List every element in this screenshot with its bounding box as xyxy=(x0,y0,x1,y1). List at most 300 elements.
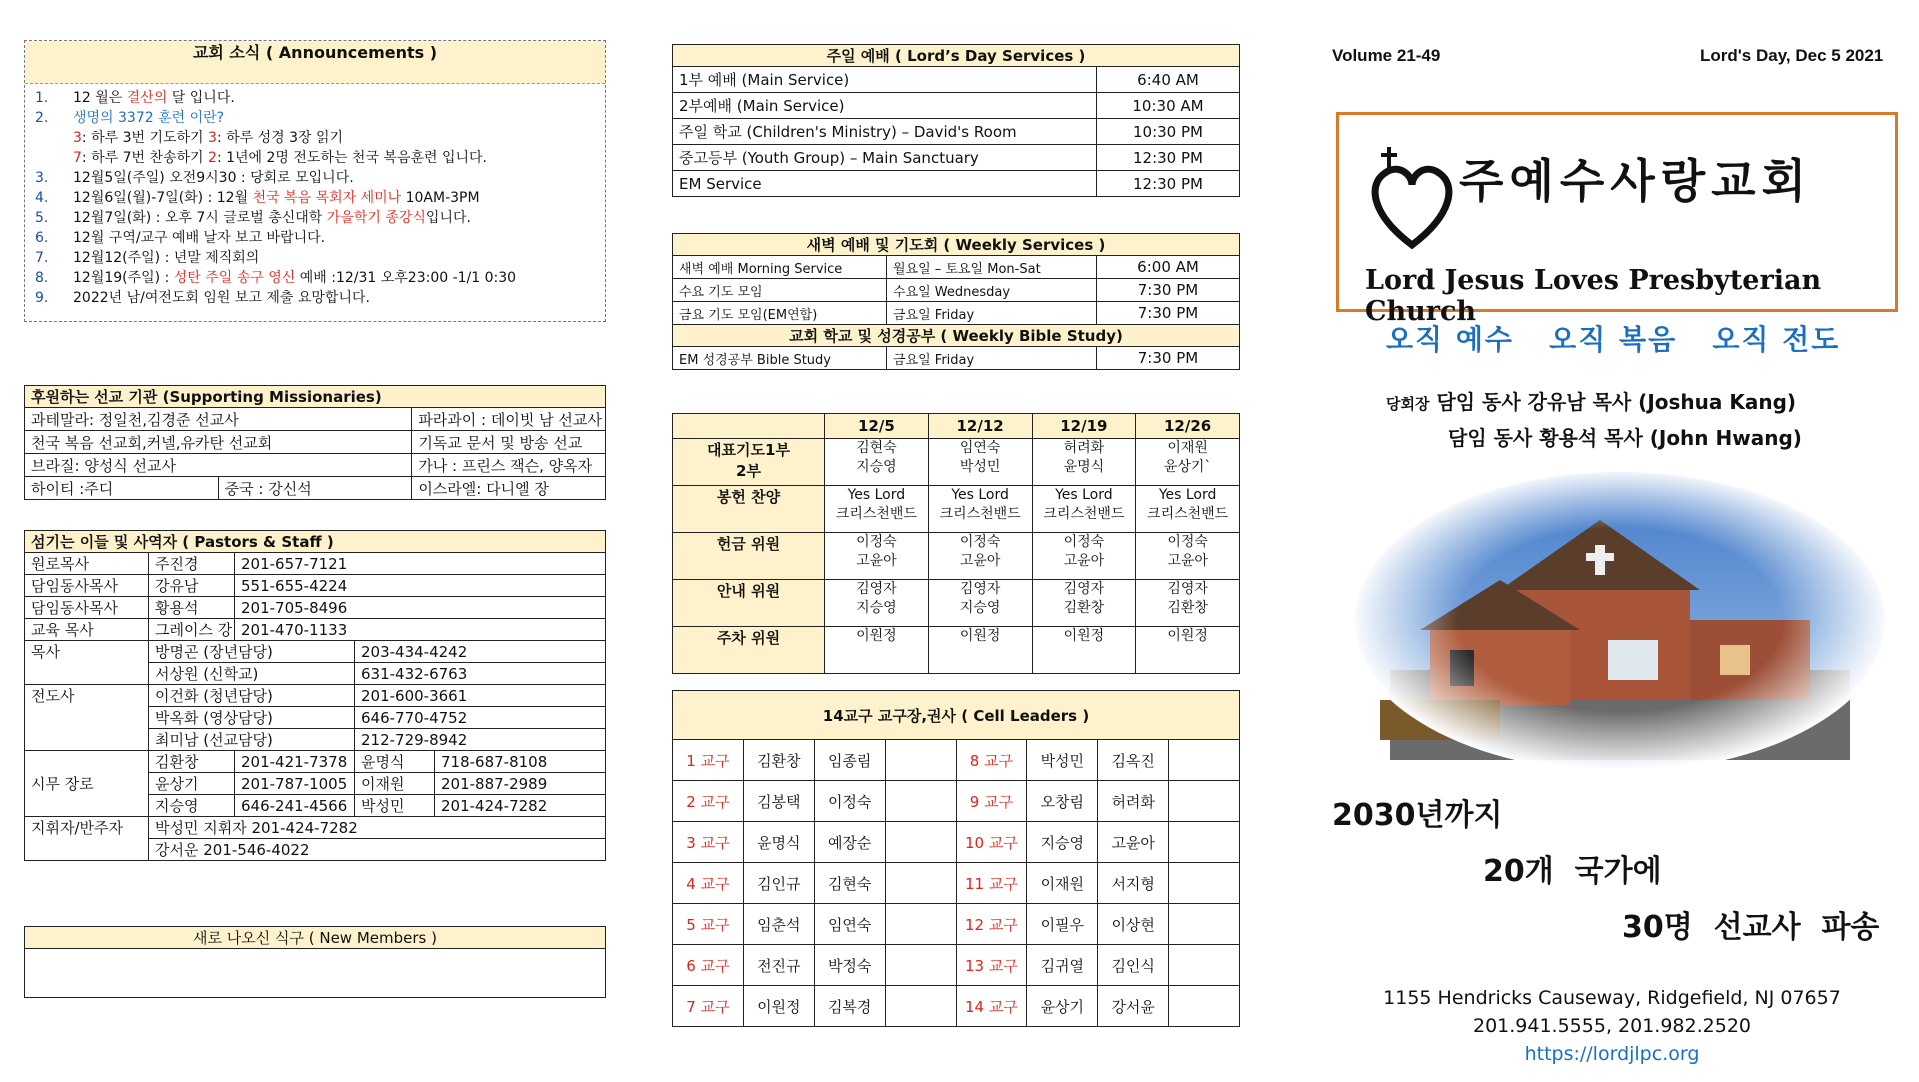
duty-person: 이재원 xyxy=(1167,440,1208,456)
bible-study-title-row xyxy=(673,325,1240,347)
duty-person: 지승영 xyxy=(856,459,897,475)
weekly-row xyxy=(673,256,1240,279)
announcement-text-part: 3 xyxy=(208,130,217,146)
duty-label: 대표기도1부 2부 xyxy=(673,439,825,486)
duty-cell xyxy=(1136,533,1240,580)
staff-name: 방명곤 (장년담당) xyxy=(149,641,355,663)
elder-name: 윤상기 xyxy=(149,773,235,795)
cell-leader: 오창림 xyxy=(1027,781,1098,822)
staff-role: 원로목사 xyxy=(25,553,149,575)
duty-cell xyxy=(928,533,1032,580)
announcement-text-part: : 하루 성경 3장 읽기 xyxy=(216,130,344,146)
weekly-cell: 새벽 예배 Morning Service xyxy=(673,256,887,279)
weekly-cell: 수요 기도 모임 xyxy=(673,279,887,302)
duty-person: 박성민 xyxy=(959,459,1001,475)
announcement-number: 8. xyxy=(35,270,49,286)
cell-leader xyxy=(1169,945,1240,986)
cell-leader xyxy=(885,986,956,1027)
vision-line-1: 2030년까지 xyxy=(1332,798,1503,833)
announcement-text-part: 2022년 남/여전도회 임원 보고 제출 요망합니다. xyxy=(73,290,370,306)
contact-block xyxy=(1332,984,1892,1068)
missionary-cell: 과테말라: 정일천,김경준 선교사 xyxy=(25,408,412,431)
missionary-cell: 가나 : 프린스 잭슨, 양옥자 xyxy=(412,454,606,477)
church-website-link[interactable]: https://lordjlpc.org xyxy=(1524,1043,1700,1065)
weekly-row xyxy=(673,302,1240,325)
elder-name: 김환창 xyxy=(149,751,235,773)
elder-name: 지승영 xyxy=(149,795,235,817)
pastor-prefix: 당회장 xyxy=(1386,395,1430,413)
cell-leader: 임춘석 xyxy=(743,904,814,945)
church-phones: 201.941.5555, 201.982.2520 xyxy=(1472,1015,1751,1037)
duty-cell xyxy=(1032,439,1136,486)
service-row xyxy=(673,171,1240,197)
cell-leader: 김봉택 xyxy=(743,781,814,822)
staff-row xyxy=(25,685,606,707)
announcement-text-part: 12월19(주일) : xyxy=(73,270,174,286)
announcements-list xyxy=(25,88,605,308)
duty-person: 김영자 xyxy=(1063,581,1105,597)
announcement-text-part: 12월7일(화) : 오후 7시 글로벌 총신대학 xyxy=(73,210,327,226)
announcement-text-part: 달 입니다. xyxy=(167,90,235,106)
church-logo-frame xyxy=(1336,112,1898,327)
duty-person: 임연숙 xyxy=(959,440,1001,456)
service-name: 2부예배 (Main Service) xyxy=(673,93,1097,119)
duty-label: 안내 위원 xyxy=(673,580,825,627)
staff-name: 이건화 (청년담당) xyxy=(149,685,355,707)
duty-person: 고윤아 xyxy=(856,553,897,569)
cell-leader: 이재원 xyxy=(1027,863,1098,904)
announcement-number: 4. xyxy=(35,190,49,206)
cell-leader: 임연숙 xyxy=(814,904,885,945)
cell-number: 5 교구 xyxy=(673,904,744,945)
cell-number: 9 교구 xyxy=(956,781,1027,822)
cell-leader xyxy=(885,945,956,986)
service-name: 주일 학교 (Children's Ministry) – David's Room xyxy=(673,119,1097,145)
duty-row xyxy=(673,627,1240,674)
announcement-item xyxy=(25,208,605,228)
announcement-number: 1. xyxy=(35,90,49,106)
elder-phone: 201-421-7378 xyxy=(235,751,355,773)
announcement-text-part: 2 xyxy=(208,150,217,166)
duty-person: Yes Lord xyxy=(951,487,1009,503)
service-time: 10:30 PM xyxy=(1097,119,1240,145)
duty-person: 이정숙 xyxy=(959,534,1001,550)
announcement-text-part: 성탄 주일 송구 영신 xyxy=(173,270,296,286)
staff-phone: 201-657-7121 xyxy=(235,553,606,575)
duty-cell xyxy=(1032,627,1136,674)
duty-person: 김현숙 xyxy=(856,440,897,456)
staff-role: 담임동사목사 xyxy=(25,597,149,619)
cell-number: 13 교구 xyxy=(956,945,1027,986)
weekly-table xyxy=(672,233,1240,370)
announcement-number: 9. xyxy=(35,290,49,306)
duty-cell xyxy=(1032,580,1136,627)
staff-row xyxy=(25,751,606,773)
elder-name: 윤명식 xyxy=(355,751,435,773)
duty-person: 이원정 xyxy=(1167,628,1208,644)
cell-leader: 김옥진 xyxy=(1098,740,1169,781)
staff-role: 시무 장로 xyxy=(25,751,149,817)
missionary-row xyxy=(25,431,606,454)
cell-leader xyxy=(1169,986,1240,1027)
cell-leader-row xyxy=(673,986,1240,1027)
cell-leader xyxy=(885,740,956,781)
missionary-cell: 기독교 문서 및 방송 선교 xyxy=(412,431,606,454)
cell-number: 2 교구 xyxy=(673,781,744,822)
weekly-cell: EM 성경공부 Bible Study xyxy=(673,347,887,370)
missionary-cell: 이스라엘: 다니엘 장 xyxy=(412,477,606,500)
cell-leader xyxy=(885,781,956,822)
cell-leader xyxy=(1169,904,1240,945)
duty-date: 12/5 xyxy=(825,414,929,439)
duty-person: 고윤아 xyxy=(1063,553,1105,569)
announcement-text-part: 천국 복음 목회자 세미나 xyxy=(252,190,402,206)
cell-leader: 이필우 xyxy=(1027,904,1098,945)
announcement-text-part: : 1년에 2명 전도하는 천국 복음훈련 입니다. xyxy=(216,150,488,166)
service-row xyxy=(673,67,1240,93)
weekly-row xyxy=(673,279,1240,302)
staff-row xyxy=(25,619,606,641)
duty-cell xyxy=(825,533,929,580)
elder-phone: 201-424-7282 xyxy=(435,795,606,817)
staff-title: 섬기는 이들 및 사역자 ( Pastors & Staff ) xyxy=(25,531,606,553)
elder-phone: 646-241-4566 xyxy=(235,795,355,817)
weekly-cell: 월요일 – 토요일 Mon-Sat xyxy=(887,256,1097,279)
announcement-text-part: 12월 구역/교구 예배 날자 보고 바랍니다. xyxy=(73,230,326,246)
duty-person: Yes Lord xyxy=(847,487,906,503)
duty-label: 헌금 위원 xyxy=(673,533,825,580)
announcement-text-part: 결산의 xyxy=(126,90,168,106)
announcement-item xyxy=(25,128,605,148)
service-time: 12:30 PM xyxy=(1097,171,1240,197)
announcement-text xyxy=(73,268,516,288)
announcement-text-part: 12월6일(월)-7일(화) : 12월 xyxy=(73,190,253,206)
cell-leader: 김귀열 xyxy=(1027,945,1098,986)
missionary-cell: 천국 복음 선교회,커넬,유카탄 선교회 xyxy=(25,431,412,454)
announcement-text-part: 7 xyxy=(73,150,82,166)
staff-name: 강유남 xyxy=(149,575,235,597)
announcement-text xyxy=(73,128,343,148)
cell-number: 14 교구 xyxy=(956,986,1027,1027)
weekly-title: 새벽 예배 및 기도회 ( Weekly Services ) xyxy=(673,234,1240,256)
duty-person: 이정숙 xyxy=(1063,534,1105,550)
duty-person: 고윤아 xyxy=(959,553,1001,569)
staff-phone: 631-432-6763 xyxy=(355,663,606,685)
duty-date: 12/26 xyxy=(1136,414,1240,439)
date-label: Lord's Day, Dec 5 2021 xyxy=(1700,46,1884,65)
announcement-text xyxy=(73,288,370,308)
cell-leader-row xyxy=(673,863,1240,904)
cell-leader: 이정숙 xyxy=(814,781,885,822)
heart-cross-icon xyxy=(1367,145,1457,255)
announcement-number: 6. xyxy=(35,230,49,246)
announcement-text-part: 입니다. xyxy=(425,210,471,226)
announcement-number: 5. xyxy=(35,210,49,226)
announcement-text-part: 12월12(주일) : 년말 제직회의 xyxy=(73,250,260,266)
pastor-line-1 xyxy=(1386,386,1796,415)
announcement-item xyxy=(25,88,605,108)
duty-person: 이정숙 xyxy=(1167,534,1208,550)
duty-person: 크리스천밴드 xyxy=(939,506,1021,522)
cell-leader: 서지형 xyxy=(1098,863,1169,904)
staff-box xyxy=(24,530,606,861)
pastor-2: 담임 동사 황용석 목사 (John Hwang) xyxy=(1448,426,1802,450)
staff-role: 교육 목사 xyxy=(25,619,149,641)
staff-name: 그레이스 강 xyxy=(149,619,235,641)
announcement-item xyxy=(25,248,605,268)
duty-cell xyxy=(928,627,1032,674)
cell-leader xyxy=(885,822,956,863)
missionary-row xyxy=(25,408,606,431)
cell-leader xyxy=(885,863,956,904)
duty-cell xyxy=(928,486,1032,533)
staff-table xyxy=(24,530,606,861)
duty-cell xyxy=(1136,439,1240,486)
duty-person: 이원정 xyxy=(856,628,897,644)
duty-person: 크리스천밴드 xyxy=(1147,506,1229,522)
cell-leader: 김환창 xyxy=(743,740,814,781)
service-time: 10:30 AM xyxy=(1097,93,1240,119)
announcement-text-part: : 하루 7번 찬송하기 xyxy=(81,150,209,166)
duty-cell xyxy=(1136,627,1240,674)
duty-cell xyxy=(1136,580,1240,627)
vision-line-2: 20개 국가에 xyxy=(1483,854,1662,889)
cell-leader: 지승영 xyxy=(1027,822,1098,863)
lords-day-table xyxy=(672,44,1240,197)
cell-leader-row xyxy=(673,781,1240,822)
cell-leader: 윤상기 xyxy=(1027,986,1098,1027)
announcement-text xyxy=(73,248,259,268)
service-row xyxy=(673,93,1240,119)
staff-role: 목사 xyxy=(25,641,149,685)
cell-leader: 예장순 xyxy=(814,822,885,863)
cell-number: 1 교구 xyxy=(673,740,744,781)
duty-cell xyxy=(928,580,1032,627)
cell-leader xyxy=(885,904,956,945)
announcements-box xyxy=(24,40,606,322)
missionaries-box xyxy=(24,385,606,500)
duty-row xyxy=(673,580,1240,627)
duty-person: 이원정 xyxy=(959,628,1001,644)
cell-leader: 김복경 xyxy=(814,986,885,1027)
weekly-time: 7:30 PM xyxy=(1097,347,1240,370)
elder-name: 박성민 xyxy=(355,795,435,817)
duty-cell xyxy=(825,627,929,674)
duty-label: 봉헌 찬양 xyxy=(673,486,825,533)
cell-leader: 임종림 xyxy=(814,740,885,781)
logo-korean: 주예수사랑교회 xyxy=(1459,154,1813,208)
announcement-text-part: 가을학기 종강식 xyxy=(326,210,426,226)
announcement-item xyxy=(25,148,605,168)
announcement-text-part: 3 xyxy=(73,130,82,146)
cell-leader: 이상현 xyxy=(1098,904,1169,945)
duty-date: 12/12 xyxy=(928,414,1032,439)
cell-number: 7 교구 xyxy=(673,986,744,1027)
staff-row xyxy=(25,575,606,597)
elder-name: 이재원 xyxy=(355,773,435,795)
cell-leader-row xyxy=(673,945,1240,986)
announcement-text-part: : 하루 3번 기도하기 xyxy=(81,130,209,146)
announcement-number: 7. xyxy=(35,250,49,266)
announcement-text-part: 생명의 3372 훈련 이란? xyxy=(73,110,225,126)
conductor-entry: 강서운 201-546-4022 xyxy=(149,839,606,861)
cell-leader: 허려화 xyxy=(1098,781,1169,822)
staff-name: 서상원 (신학교) xyxy=(149,663,355,685)
duty-person: 지승영 xyxy=(856,600,897,616)
duty-person: 크리스천밴드 xyxy=(1043,506,1125,522)
duty-row xyxy=(673,533,1240,580)
weekly-cell: 금요일 Friday xyxy=(887,347,1097,370)
duty-box xyxy=(672,413,1240,674)
announcement-item xyxy=(25,228,605,248)
staff-phone: 551-655-4224 xyxy=(235,575,606,597)
announcement-text xyxy=(73,188,480,208)
service-row xyxy=(673,119,1240,145)
lords-day-box xyxy=(672,44,1240,197)
announcement-number: 2. xyxy=(35,110,49,126)
announcement-text xyxy=(73,208,471,228)
staff-name: 황용석 xyxy=(149,597,235,619)
announcement-item xyxy=(25,108,605,128)
elder-phone: 201-887-2989 xyxy=(435,773,606,795)
duty-person: 김영자 xyxy=(856,581,897,597)
staff-phone: 212-729-8942 xyxy=(355,729,606,751)
elder-phone: 718-687-8108 xyxy=(435,751,606,773)
service-time: 12:30 PM xyxy=(1097,145,1240,171)
missionary-cell: 브라질: 양성식 선교사 xyxy=(25,454,412,477)
weekly-time: 6:00 AM xyxy=(1097,256,1240,279)
announcement-item xyxy=(25,168,605,188)
announcement-text xyxy=(73,168,354,188)
cells-box xyxy=(672,690,1240,1027)
cell-number: 4 교구 xyxy=(673,863,744,904)
cells-table xyxy=(672,690,1240,1027)
staff-phone: 201-600-3661 xyxy=(355,685,606,707)
duty-label: 주차 위원 xyxy=(673,627,825,674)
bible-study-row xyxy=(673,347,1240,370)
announcement-item xyxy=(25,188,605,208)
cells-title: 14교구 교구장,권사 ( Cell Leaders ) xyxy=(673,691,1240,740)
bible-study-title: 교회 학교 및 성경공부 ( Weekly Bible Study) xyxy=(673,325,1240,347)
cell-leader xyxy=(1169,740,1240,781)
announcement-item xyxy=(25,268,605,288)
staff-name: 박옥화 (영상담당) xyxy=(149,707,355,729)
missionary-row xyxy=(25,477,606,500)
duty-cell xyxy=(1032,486,1136,533)
staff-role: 지휘자/반주자 xyxy=(25,817,149,861)
duty-cell xyxy=(928,439,1032,486)
new-members-box xyxy=(24,926,606,998)
duty-person: 김영자 xyxy=(1167,581,1208,597)
staff-phone: 201-705-8496 xyxy=(235,597,606,619)
announcement-text-part: 10AM-3PM xyxy=(401,190,480,206)
lords-day-title: 주일 예배 ( Lord’s Day Services ) xyxy=(673,45,1240,67)
motto: 오직 예수 오직 복음 오직 전도 xyxy=(1386,323,1841,356)
service-name: 1부 예배 (Main Service) xyxy=(673,67,1097,93)
weekly-time: 7:30 PM xyxy=(1097,279,1240,302)
missionaries-title: 후원하는 선교 기관 (Supporting Missionaries) xyxy=(25,386,606,408)
staff-phone: 203-434-4242 xyxy=(355,641,606,663)
missionary-cell: 하이티 :주디 xyxy=(25,477,219,500)
service-time: 6:40 AM xyxy=(1097,67,1240,93)
duty-person: 윤명식 xyxy=(1063,459,1105,475)
duty-person: 크리스천밴드 xyxy=(835,506,917,522)
cell-leader-row xyxy=(673,740,1240,781)
service-name: EM Service xyxy=(673,171,1097,197)
duty-person: 윤상기` xyxy=(1163,459,1212,475)
duty-row xyxy=(673,486,1240,533)
cell-leader: 고윤아 xyxy=(1098,822,1169,863)
staff-name: 주진경 xyxy=(149,553,235,575)
staff-phone: 201-470-1133 xyxy=(235,619,606,641)
weekly-time: 7:30 PM xyxy=(1097,302,1240,325)
announcements-title: 교회 소식 ( Announcements ) xyxy=(25,41,605,84)
cell-leader-row xyxy=(673,822,1240,863)
cell-number: 11 교구 xyxy=(956,863,1027,904)
staff-phone: 646-770-4752 xyxy=(355,707,606,729)
staff-role: 전도사 xyxy=(25,685,149,751)
announcement-text xyxy=(73,228,325,248)
cell-leader xyxy=(1169,781,1240,822)
cell-leader: 윤명식 xyxy=(743,822,814,863)
announcement-item xyxy=(25,288,605,308)
cell-leader xyxy=(1169,863,1240,904)
cell-leader-row xyxy=(673,904,1240,945)
announcement-number: 3. xyxy=(35,170,49,186)
cell-leader: 강서윤 xyxy=(1098,986,1169,1027)
staff-row xyxy=(25,641,606,663)
cell-leader xyxy=(1169,822,1240,863)
conductor-entry: 박성민 지휘자 201-424-7282 xyxy=(149,817,606,839)
cell-number: 6 교구 xyxy=(673,945,744,986)
staff-row xyxy=(25,817,606,839)
cell-leader: 김현숙 xyxy=(814,863,885,904)
cell-leader: 이원정 xyxy=(743,986,814,1027)
weekly-cell: 수요일 Wednesday xyxy=(887,279,1097,302)
announcement-text-part: 12 월은 xyxy=(73,90,127,106)
logo-english: Lord Jesus Loves Presbyterian Church xyxy=(1365,265,1822,327)
duty-cell xyxy=(825,580,929,627)
duty-person: 이정숙 xyxy=(856,534,897,550)
duty-date: 12/19 xyxy=(1032,414,1136,439)
announcement-text xyxy=(73,88,235,108)
cell-leader: 김인규 xyxy=(743,863,814,904)
duty-cell xyxy=(1136,486,1240,533)
duty-header-row xyxy=(673,414,1240,439)
new-members-body xyxy=(25,949,606,998)
duty-corner xyxy=(673,414,825,439)
duty-table xyxy=(672,413,1240,674)
announcement-text-part: 12월5일(주일) 오전9시30 : 당회로 모입니다. xyxy=(73,170,354,186)
staff-role: 담임동사목사 xyxy=(25,575,149,597)
service-name: 중고등부 (Youth Group) – Main Sanctuary xyxy=(673,145,1097,171)
duty-person: 김영자 xyxy=(959,581,1001,597)
weekly-cell: 금요 기도 모임(EM연합) xyxy=(673,302,887,325)
duty-cell xyxy=(825,439,929,486)
duty-person: 고윤아 xyxy=(1167,553,1208,569)
cell-leader: 박성민 xyxy=(1027,740,1098,781)
duty-person: 김환창 xyxy=(1167,600,1208,616)
staff-row xyxy=(25,597,606,619)
service-row xyxy=(673,145,1240,171)
duty-person: 지승영 xyxy=(959,600,1001,616)
weekly-box xyxy=(672,233,1240,370)
cell-leader: 전진규 xyxy=(743,945,814,986)
weekly-cell: 금요일 Friday xyxy=(887,302,1097,325)
duty-person: Yes Lord xyxy=(1158,487,1217,503)
missionary-cell: 파라과이 : 데이빗 남 선교사 xyxy=(412,408,606,431)
missionary-cell: 중국 : 강신석 xyxy=(218,477,412,500)
